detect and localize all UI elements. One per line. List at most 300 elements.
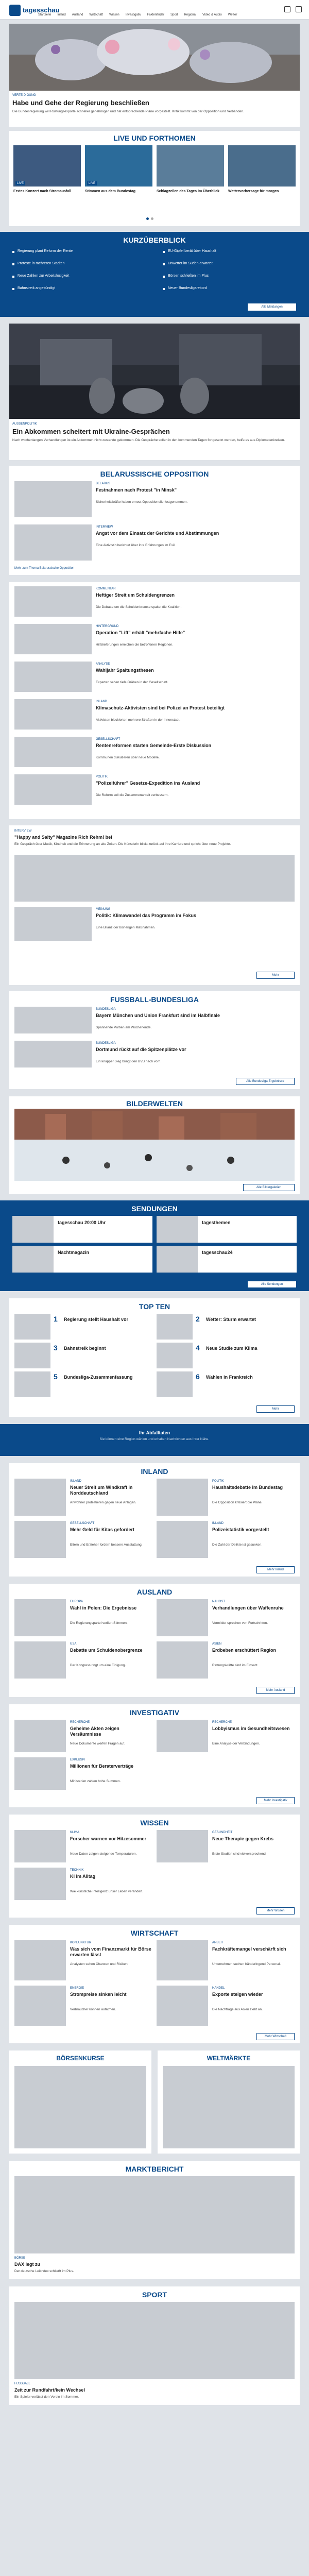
inland-item[interactable] <box>157 1479 295 1518</box>
sendungen-title: SENDUNGEN <box>131 1205 178 1213</box>
kurz-item-label: Neuer Bundesligarekord <box>168 286 207 290</box>
topten-section <box>9 1298 300 1417</box>
investigativ-item[interactable] <box>157 1720 295 1754</box>
topten-item[interactable] <box>157 1371 295 1397</box>
kurz-item[interactable] <box>12 285 146 296</box>
wissen-thumb <box>14 1868 66 1900</box>
topten-rank: 5 <box>54 1372 58 1381</box>
opposition-link[interactable]: Mehr zum Thema Belarussische Opposition <box>14 567 75 570</box>
bilder-title: BILDERWELTEN <box>126 1099 183 1108</box>
live-thumb <box>85 145 152 187</box>
wissen-grid <box>14 1830 295 1905</box>
sendung-title: tagesthemen <box>202 1220 231 1225</box>
live-item[interactable] <box>13 145 81 211</box>
ausland-title: Wahl in Polen: Die Ergebnisse <box>70 1605 137 1611</box>
kurz-item[interactable] <box>163 273 297 283</box>
feature-title[interactable]: Ein Abkommen scheitert mit Ukraine-Gesprächen <box>12 428 170 435</box>
wirtschaft-item[interactable] <box>14 1986 152 2028</box>
boerse-left-chart <box>14 2066 146 2148</box>
wissen-title: Neue Therapie gegen Krebs <box>212 1836 274 1841</box>
nav-item[interactable]: Wirtschaft <box>89 13 104 16</box>
topten-title: Wahlen in Frankreich <box>206 1375 253 1380</box>
markt-section <box>9 2161 300 2279</box>
mid-image <box>14 855 295 902</box>
bullet-icon <box>163 276 165 278</box>
wirtschaft-text: Analysten sehen Chancen und Risiken. <box>70 1962 129 1966</box>
opposition-kicker: BELARUS <box>96 482 111 485</box>
header-icons <box>284 6 302 12</box>
inland-thumb <box>14 1521 66 1558</box>
investigativ-kicker: RECHERCHE <box>212 1721 232 1724</box>
news-text: Die Debatte um die Schuldenbremse spaltet die Koalition. <box>96 605 182 609</box>
inland-title: INLAND <box>141 1467 168 1476</box>
kurz-item[interactable] <box>163 261 297 271</box>
nav-item[interactable]: Wissen <box>109 13 119 16</box>
bilder-section <box>9 1096 300 1194</box>
news-kicker: KOMMENTAR <box>96 587 116 590</box>
live-row <box>13 145 296 212</box>
markt-title: MARKTBERICHT <box>125 2165 184 2173</box>
wissen-kicker: KLIMA <box>70 1831 80 1834</box>
mid-title: Politik: Klimawandel das Programm im Fokus <box>96 913 197 918</box>
ausland-thumb <box>14 1599 66 1636</box>
wirtschaft-grid <box>14 1940 295 2031</box>
wissen-thumb <box>157 1830 208 1862</box>
live-badge: LIVE <box>15 181 25 185</box>
mid-thumb <box>14 907 92 941</box>
investigativ-title: Geheime Akten zeigen Versäumnisse <box>70 1726 119 1737</box>
sendung-item[interactable] <box>12 1216 152 1243</box>
opposition-title: BELARUSSISCHE OPPOSITION <box>100 470 209 478</box>
bullet-icon <box>12 288 14 290</box>
news-item[interactable] <box>14 699 295 734</box>
live-thumb <box>13 145 81 187</box>
inland-title: Haushaltsdebatte im Bundestag <box>212 1485 283 1490</box>
wissen-section <box>9 1815 300 1918</box>
ausland-kicker: USA <box>70 1642 77 1646</box>
sendung-thumb <box>12 1216 54 1243</box>
wissen-item[interactable] <box>14 1868 152 1902</box>
wirtschaft-thumb <box>14 1940 66 1980</box>
fussball-kicker: BUNDESLIGA <box>96 1008 116 1011</box>
kurz-item-label: EU-Gipfel berät über Haushalt <box>168 249 216 253</box>
topten-title: TOP TEN <box>139 1302 170 1311</box>
topten-rank: 2 <box>196 1315 200 1323</box>
hero-image <box>9 24 300 91</box>
sport-headline[interactable]: Zeit zur Rundfahrt/kein Wechsel <box>14 2387 85 2393</box>
wissen-item[interactable] <box>157 1830 295 1865</box>
boerse-right-chart <box>163 2066 295 2148</box>
mid-button[interactable]: Mehr <box>256 972 295 979</box>
live-badge: LIVE <box>87 181 97 185</box>
atf-title: Ihr Abfalltaten <box>139 1430 170 1435</box>
topten-button[interactable]: Mehr <box>256 1405 295 1413</box>
kurz-item-label: Neue Zahlen zur Arbeitslosigkeit <box>18 274 70 278</box>
inland-kicker: GESELLSCHAFT <box>70 1522 95 1525</box>
investigativ-kicker: RECHERCHE <box>70 1721 90 1724</box>
ausland-text: Vermittler sprechen von Fortschritten. <box>212 1621 268 1625</box>
topten-item[interactable] <box>157 1314 295 1340</box>
feature-text: Nach wochenlangen Verhandlungen ist ein Abkommen nicht zustande gekommen. Die Gespräche sollen in den kommenden Tagen fortgesetzt werden, heißt es aus Diplomatenkreisen. <box>12 438 285 442</box>
markt-text: Der deutsche Leitindex schließt im Plus. <box>14 2269 74 2273</box>
nav-item[interactable]: Ausland <box>72 13 83 16</box>
topten-thumb <box>157 1371 193 1397</box>
bullet-icon <box>12 263 14 265</box>
live-title: LIVE UND FORTHOMEN <box>113 134 196 142</box>
topten-title: Regierung stellt Haushalt vor <box>64 1317 129 1322</box>
fussball-kicker: BUNDESLIGA <box>96 1042 116 1045</box>
kurz-section <box>0 232 309 317</box>
news-list-1-items <box>14 586 295 813</box>
inland-title: Neuer Streit um Windkraft in Norddeutschland <box>70 1485 133 1496</box>
bullet-icon <box>163 251 165 253</box>
topten-item[interactable] <box>157 1343 295 1368</box>
ausland-thumb <box>157 1599 208 1636</box>
inland-grid <box>14 1479 295 1563</box>
inland-section <box>9 1463 300 1577</box>
fussball-thumb <box>14 1041 92 1067</box>
wissen-kicker: GESUNDHEIT <box>212 1831 233 1834</box>
live-item[interactable] <box>157 145 224 211</box>
inland-item[interactable] <box>14 1479 152 1518</box>
opposition-item[interactable] <box>14 524 295 565</box>
fussball-section <box>9 991 300 1089</box>
live-item-title: Erstes Konzert nach Stromausfall <box>13 190 72 193</box>
topten-rank: 1 <box>54 1315 58 1323</box>
topten-item[interactable] <box>14 1343 152 1368</box>
news-title: Wahljahr Spaltungsthesen <box>96 668 154 673</box>
investigativ-title: Millionen für Beraterverträge <box>70 1764 134 1769</box>
kurz-item[interactable] <box>163 248 297 259</box>
ausland-button[interactable]: Mehr Ausland <box>256 1687 295 1694</box>
sendung-title: Nachtmagazin <box>58 1250 90 1255</box>
sendung-item[interactable] <box>157 1246 297 1273</box>
wirtschaft-kicker: KONJUNKTUR <box>70 1941 92 1944</box>
kurz-item[interactable] <box>163 285 297 296</box>
sendung-title: tagesschau 20:00 Uhr <box>58 1220 106 1225</box>
news-title: Operation "Lift" erhält "mehrfache Hilfe" <box>96 630 185 635</box>
hero-kicker: VERTEIDIGUNG <box>12 94 36 97</box>
ausland-text: Rettungskräfte sind im Einsatz. <box>212 1664 259 1667</box>
wirtschaft-item[interactable] <box>157 1940 295 1982</box>
inland-text: Die Opposition kritisiert die Pläne. <box>212 1501 263 1504</box>
hero-card[interactable] <box>9 24 300 127</box>
investigativ-text: Ministerien zahlen hohe Summen. <box>70 1780 121 1783</box>
ausland-item[interactable] <box>157 1641 295 1681</box>
wissen-kicker: TECHNIK <box>70 1869 84 1872</box>
inland-text: Die Zahl der Delikte ist gesunken. <box>212 1543 263 1547</box>
news-item[interactable] <box>14 737 295 771</box>
live-thumb <box>228 145 296 187</box>
news-item[interactable] <box>14 774 295 809</box>
sendungen-button[interactable]: Alle Sendungen <box>247 1281 297 1288</box>
investigativ-grid <box>14 1720 295 1795</box>
wirtschaft-thumb <box>14 1986 66 2026</box>
wirtschaft-kicker: ENERGIE <box>70 1987 84 1990</box>
wirtschaft-title: Strompreise sinken leicht <box>70 1992 127 1997</box>
wissen-text: Wie künstliche Intelligenz unser Leben verändert. <box>70 1890 143 1893</box>
topten-grid <box>14 1314 295 1401</box>
mid-kicker: INTERVIEW <box>14 829 32 833</box>
live-item[interactable] <box>228 145 296 211</box>
markt-image <box>14 2176 295 2253</box>
news-item[interactable] <box>14 662 295 696</box>
inland-thumb <box>14 1479 66 1516</box>
ausland-thumb <box>157 1641 208 1679</box>
news-kicker: INLAND <box>96 700 108 703</box>
wirtschaft-button[interactable]: Mehr Wirtschaft <box>256 2033 295 2040</box>
kurz-item[interactable] <box>12 261 146 271</box>
ausland-item[interactable] <box>14 1599 152 1638</box>
wirtschaft-text: Unternehmen suchen händeringend Personal. <box>212 1962 281 1966</box>
markt-kicker: BÖRSE <box>14 2257 26 2260</box>
fussball-title: Dortmund rückt auf die Spitzenplätze vor <box>96 1047 186 1052</box>
wissen-button[interactable]: Mehr Wissen <box>256 1907 295 1914</box>
opposition-text: Sicherheitskräfte haben erneut Oppositionelle festgenommen. <box>96 500 188 504</box>
news-kicker: HINTERGRUND <box>96 625 119 628</box>
news-text: Experten sehen tiefe Gräben in der Gesellschaft. <box>96 681 168 684</box>
nav-item[interactable]: Investigativ <box>125 13 141 16</box>
news-list-1 <box>9 582 300 819</box>
inland-kicker: INLAND <box>70 1480 82 1483</box>
investigativ-thumb <box>14 1757 66 1790</box>
wissen-item[interactable] <box>14 1830 152 1865</box>
inland-item[interactable] <box>157 1521 295 1560</box>
nav-item[interactable]: Inland <box>57 13 66 16</box>
sendung-title: tagesschau24 <box>202 1250 233 1255</box>
investigativ-thumb <box>157 1720 208 1752</box>
bullet-icon <box>163 288 165 290</box>
feature-kicker: AUSSENPOLITIK <box>12 422 37 426</box>
topten-title: Wetter: Sturm erwartet <box>206 1317 256 1322</box>
ausland-title: Verhandlungen über Waffenruhe <box>212 1605 284 1611</box>
opposition-text: Eine Aktivistin berichtet über ihre Erfahrungen im Exil. <box>96 544 176 547</box>
wirtschaft-text: Verbraucher können aufatmen. <box>70 2008 116 2011</box>
wissen-text: Neue Daten zeigen steigende Temperaturen. <box>70 1852 137 1856</box>
investigativ-thumb <box>14 1720 66 1752</box>
kurz-item[interactable] <box>12 248 146 259</box>
topten-title: Neue Studie zum Klima <box>206 1346 258 1351</box>
nav-item[interactable]: Wetter <box>228 13 237 16</box>
investigativ-item[interactable] <box>14 1720 152 1754</box>
wirtschaft-thumb <box>157 1986 208 2026</box>
topten-title: Bundesliga-Zusammenfassung <box>64 1375 133 1380</box>
ausland-item[interactable] <box>14 1641 152 1681</box>
wirtschaft-title: WIRTSCHAFT <box>130 1929 179 1937</box>
nav-item[interactable]: Video & Audio <box>202 13 222 16</box>
nav-item[interactable]: Regional <box>184 13 197 16</box>
sendung-thumb <box>157 1216 198 1243</box>
search-icon[interactable] <box>284 6 290 12</box>
fussball-text: Spannende Partien am Wochenende. <box>96 1026 152 1029</box>
news-item[interactable] <box>14 586 295 621</box>
logo-icon[interactable] <box>9 5 21 16</box>
ausland-title: AUSLAND <box>136 1588 173 1596</box>
sport-kicker: FUSSBALL <box>14 2382 30 2385</box>
live-item-title: Stimmen aus dem Bundestag <box>85 190 136 193</box>
mid-title[interactable]: "Happy and Salty" Magazine Rich Rehm! bei <box>14 835 112 840</box>
bullet-icon <box>12 251 14 253</box>
sport-image <box>14 2302 295 2379</box>
opposition-title: Festnahmen nach Protest "in Minsk" <box>96 487 177 493</box>
ausland-kicker: ASIEN <box>212 1642 222 1646</box>
ausland-text: Die Regierungspartei verliert Stimmen. <box>70 1621 128 1625</box>
sendung-thumb <box>12 1246 54 1273</box>
opposition-section <box>9 466 300 575</box>
live-dots <box>146 217 153 220</box>
nav-item[interactable]: Faktenfinder <box>147 13 165 16</box>
wirtschaft-item[interactable] <box>157 1986 295 2028</box>
fussball-item[interactable] <box>14 1041 295 1072</box>
main-nav <box>38 13 237 16</box>
inland-item[interactable] <box>14 1521 152 1560</box>
inland-thumb <box>157 1521 208 1558</box>
logo-text[interactable]: tagesschau <box>23 6 60 14</box>
kurz-item-label: Bahnstreik angekündigt <box>18 286 56 290</box>
markt-headline[interactable]: DAX legt zu <box>14 2262 41 2267</box>
sendung-thumb <box>157 1246 198 1273</box>
topten-thumb <box>157 1314 193 1340</box>
topten-thumb <box>157 1343 193 1368</box>
fussball-button[interactable]: Alle Bundesliga-Ergebnisse <box>236 1078 295 1085</box>
fussball-item[interactable] <box>14 1007 295 1038</box>
live-item-title: Schlagzeilen des Tages im Überblick <box>157 190 220 193</box>
inland-button[interactable]: Mehr Inland <box>256 1566 295 1573</box>
kurz-item-label: Unwetter im Süden erwartet <box>168 262 213 265</box>
mid-items <box>14 907 295 969</box>
inland-title: Polizeistatistik vorgestellt <box>212 1527 269 1532</box>
news-title: "Polizeiführer" Gesetze-Expedition ins Ausland <box>96 781 200 786</box>
nav-item[interactable]: Sport <box>170 13 178 16</box>
inland-kicker: POLITIK <box>212 1480 225 1483</box>
topten-item[interactable] <box>14 1314 152 1340</box>
live-item[interactable] <box>85 145 152 211</box>
wissen-title: KI im Alltag <box>70 1874 96 1879</box>
sendungen-grid <box>12 1216 297 1278</box>
mid-section <box>9 825 300 985</box>
topten-item[interactable] <box>14 1371 152 1397</box>
hero-title[interactable]: Habe und Gehe der Regierung beschließen <box>12 99 149 107</box>
boerse-left-title: BÖRSENKURSE <box>56 2055 105 2062</box>
sport-section <box>9 2286 300 2405</box>
topten-thumb <box>14 1314 50 1340</box>
investigativ-kicker: EXKLUSIV <box>70 1758 85 1761</box>
live-section <box>9 131 300 226</box>
ausland-kicker: EUROPA <box>70 1600 83 1603</box>
investigativ-text: Neue Dokumente werfen Fragen auf. <box>70 1742 125 1745</box>
ausland-item[interactable] <box>157 1599 295 1638</box>
bilder-image[interactable] <box>14 1109 295 1181</box>
investigativ-button[interactable]: Mehr Investigativ <box>256 1797 295 1804</box>
feature-card[interactable] <box>9 324 300 460</box>
opposition-list <box>14 481 295 569</box>
wissen-title: Forscher warnen vor Hitzesommer <box>70 1836 147 1841</box>
atf-text: Sie können eine Region wählen und erhalten Nachrichten aus Ihrer Nähe. <box>99 1437 210 1441</box>
inland-kicker: INLAND <box>212 1522 224 1525</box>
wissen-thumb <box>14 1830 66 1862</box>
ausland-text: Der Kongress ringt um eine Einigung. <box>70 1664 126 1667</box>
investigativ-title: INVESTIGATIV <box>129 1708 180 1717</box>
fussball-title: FUSSBALL-BUNDESLIGA <box>110 995 199 1004</box>
kurz-item[interactable] <box>12 273 146 283</box>
wissen-title: WISSEN <box>140 1819 169 1827</box>
atf-section <box>0 1424 309 1456</box>
opposition-kicker: INTERVIEW <box>96 526 113 529</box>
mid-item[interactable] <box>14 907 295 945</box>
ausland-title: Erdbeben erschüttert Region <box>212 1648 277 1653</box>
news-thumb <box>14 737 92 767</box>
mid-text: Ein Gespräch über Musik, Kindheit und die Erinnerung an alte Zeiten. Die Künstlerin blickt zurück auf ihre Karriere und spricht über neue Projekte. <box>14 842 231 846</box>
sendungen-section <box>0 1200 309 1291</box>
opposition-thumb <box>14 524 92 561</box>
wissen-text: Erste Studien sind vielversprechend. <box>212 1852 267 1856</box>
live-item-title: Wettervorhersage für morgen <box>228 190 279 193</box>
topten-rank: 4 <box>196 1344 200 1352</box>
opposition-item[interactable] <box>14 481 295 521</box>
feature-image <box>9 324 300 419</box>
sport-title: SPORT <box>142 2291 167 2299</box>
boerse-left <box>9 2050 151 2154</box>
menu-icon[interactable] <box>296 6 302 12</box>
investigativ-title: Lobbyismus im Gesundheitswesen <box>212 1726 290 1731</box>
wirtschaft-title: Fachkräftemangel verschärft sich <box>212 1946 286 1952</box>
news-text: Aktivisten blockierten mehrere Straßen in der Innenstadt. <box>96 718 181 722</box>
opposition-thumb <box>14 481 92 517</box>
bilder-button[interactable]: Alle Bildergalerien <box>243 1184 295 1191</box>
kurz-title: KURZÜBERBLICK <box>123 236 186 244</box>
wirtschaft-title: Exporte steigen wieder <box>212 1992 263 1997</box>
wirtschaft-item[interactable] <box>14 1940 152 1982</box>
news-thumb <box>14 586 92 617</box>
wirtschaft-kicker: HANDEL <box>212 1987 225 1990</box>
ausland-section <box>9 1584 300 1697</box>
nav-item[interactable]: Startseite <box>38 13 52 16</box>
topten-title: Bahnstreik beginnt <box>64 1346 106 1351</box>
news-thumb <box>14 662 92 692</box>
investigativ-text: Eine Analyse der Verbindungen. <box>212 1742 260 1745</box>
kurz-item-label: Börsen schließen im Plus <box>168 274 209 278</box>
boerse-right <box>158 2050 300 2154</box>
hero-text: Die Bundesregierung will Rüstungsexporte schneller genehmigen und hat entsprechende Pläne vorgestellt. Kritik kommt von der Opposition und Verbänden. <box>12 110 244 113</box>
topten-thumb <box>14 1343 50 1368</box>
news-text: Hilfslieferungen erreichen die betroffenen Regionen. <box>96 643 174 647</box>
mid-text: Eine Bilanz der bisherigen Maßnahmen. <box>96 926 156 929</box>
sendung-item[interactable] <box>12 1246 152 1273</box>
fussball-list <box>14 1007 295 1074</box>
kurz-button[interactable]: Alle Meldungen <box>247 303 297 311</box>
sendung-item[interactable] <box>157 1216 297 1243</box>
inland-thumb <box>157 1479 208 1516</box>
news-text: Die Reform soll die Zusammenarbeit verbessern. <box>96 793 169 797</box>
wirtschaft-kicker: ARBEIT <box>212 1941 224 1944</box>
news-item[interactable] <box>14 624 295 658</box>
fussball-thumb <box>14 1007 92 1033</box>
fussball-title: Bayern München und Union Frankfurt sind im Halbfinale <box>96 1013 220 1018</box>
boerse-right-title: WELTMÄRKTE <box>207 2055 251 2062</box>
wirtschaft-title: Was sich vom Finanzmarkt für Börse erwarten lässt <box>70 1946 151 1958</box>
news-kicker: ANALYSE <box>96 663 110 666</box>
inland-text: Eltern und Erzieher fordern bessere Ausstattung. <box>70 1543 143 1547</box>
bullet-icon <box>12 276 14 278</box>
news-title: Klimaschutz-Aktivisten sind bei Polizei an Protest beteiligt <box>96 705 225 710</box>
ausland-title: Debatte um Schuldenobergrenze <box>70 1648 143 1653</box>
investigativ-item[interactable] <box>14 1757 152 1792</box>
topten-rank: 6 <box>196 1372 200 1381</box>
topten-thumb <box>14 1371 50 1397</box>
wirtschaft-text: Die Nachfrage aus Asien zieht an. <box>212 2008 263 2011</box>
news-thumb <box>14 699 92 730</box>
wirtschaft-section <box>9 1925 300 2043</box>
